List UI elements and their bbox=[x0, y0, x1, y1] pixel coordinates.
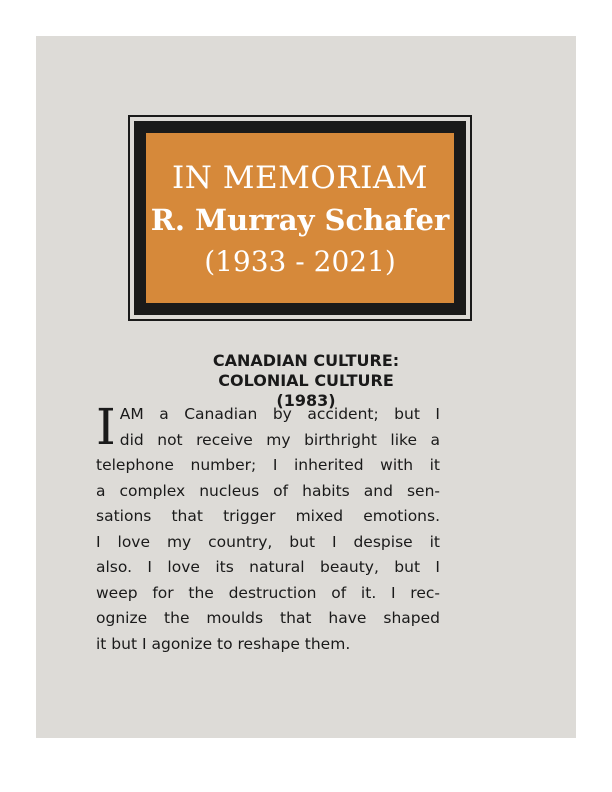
body-line: AM a Canadian by accident; but I bbox=[119, 405, 440, 423]
body-line: did not receive my birthright like a bbox=[119, 430, 440, 449]
memorial-years: (1933 - 2021) bbox=[204, 245, 396, 278]
memorial-title: IN MEMORIAM bbox=[172, 160, 428, 196]
memorial-name: R. Murray Schafer bbox=[150, 203, 450, 237]
body-line: a complex nucleus of habits and sen- bbox=[96, 481, 440, 500]
article-heading-line: COLONIAL CULTURE bbox=[218, 371, 394, 390]
memorial-frame-border bbox=[134, 121, 466, 315]
body-line: ognize the moulds that have shaped bbox=[96, 609, 440, 627]
memorial-frame bbox=[128, 115, 472, 321]
body-line: it but I agonize to reshape them. bbox=[96, 634, 351, 653]
memorial-title-box bbox=[146, 133, 454, 303]
article-heading-line: CANADIAN CULTURE: bbox=[212, 351, 400, 370]
body-line: also. I love its natural beauty, but I bbox=[96, 558, 440, 576]
body-line: sations that trigger mixed emotions. bbox=[96, 507, 440, 525]
body-line: weep for the destruction of it. I rec- bbox=[96, 583, 440, 602]
article-heading-line: (1983) bbox=[276, 391, 336, 410]
body-line: I love my country, but I despise it bbox=[96, 532, 440, 551]
drop-cap: I bbox=[96, 398, 116, 456]
body-line: telephone number; I inherited with it bbox=[96, 456, 440, 474]
